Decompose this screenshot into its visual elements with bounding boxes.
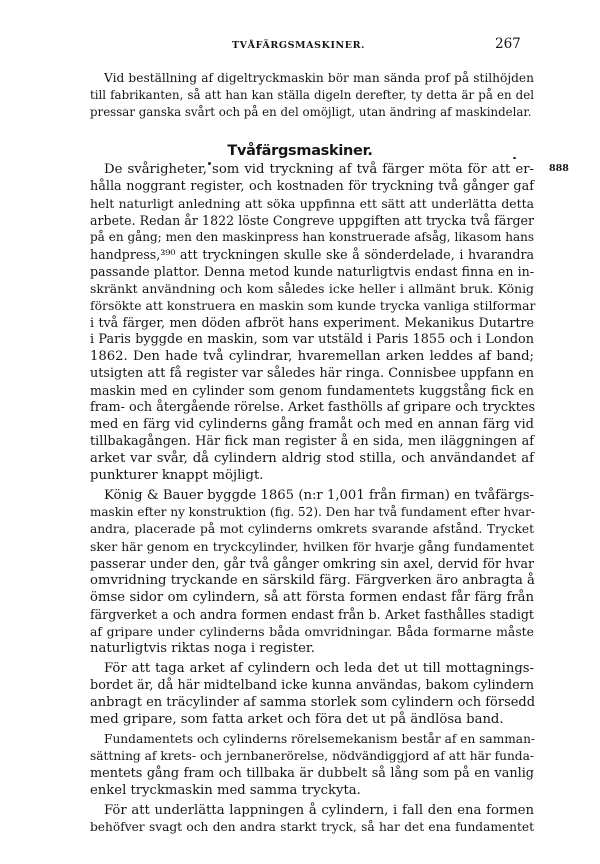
text-line: naturligtvis riktas noga i register. [90, 641, 315, 656]
text-line: passande plattor. Denna metod kunde naturligtvis endast finna en in- [90, 264, 534, 279]
text-line: färgverket a och andra formen endast från b. Arket fasthålles stadigt [90, 607, 534, 622]
text-line: behöfver svagt och den andra starkt tryck, så har det ena fundamentet [90, 820, 534, 834]
text-line: i två färger, men döden afbröt hans experiment. Mekanikus Dutartre [90, 315, 534, 330]
text-line: enkel tryckmaskin med samma tryckyta. [90, 783, 361, 798]
text-line: sker här genom en tryckcylinder, hvilken för hvarje gång fundamentet [90, 539, 534, 554]
page-number: 267 [495, 36, 521, 52]
text-line: mentets gång fram och tillbaka är dubbelt så lång som på en vanlig [90, 766, 534, 781]
section-heading: Tvåfärgsmaskiner. [227, 143, 373, 159]
text-line: sättning af krets- och jernbanerörelse, nödvändiggjord af att här funda- [90, 749, 534, 763]
text-line: pressar ganska svårt och på en del omöjligt, utan ändring af maskindelar. [90, 105, 532, 119]
text-line: i Paris byggde en maskin, som var utstäld i Paris 1855 och i London [90, 332, 534, 347]
text-line: punkturer knappt möjligt. [90, 468, 264, 483]
text-line: passerar under den, går två gånger omkring sin axel, dervid för hvar [90, 556, 534, 571]
text-line: arbete. Redan år 1822 löste Congreve uppgiften att trycka två färger [90, 213, 534, 228]
text-line: skränkt användning och kom således icke heller i allmänt bruk. König [90, 281, 534, 296]
print-speck [513, 157, 516, 159]
text-line: på en gång; men den maskinpress han konstruerade afsåg, likasom hans [90, 230, 534, 244]
text-line: maskin med en cylinder som genom fundamentets kuggstång fick en [90, 383, 534, 398]
text-line: försökte att konstruera en maskin som kunde trycka vanliga stilformar [90, 298, 536, 313]
text-line: fram- och återgående rörelse. Arket fasthölls af gripare och trycktes [90, 400, 536, 415]
text-line: arket var svår, då cylindern aldrig stod stilla, och användandet af [90, 451, 534, 466]
text-line: af gripare under cylinderns båda omvridningar. Båda formarne måste [90, 624, 534, 639]
text-line: omvridning tryckande en särskild färg. Färgverken äro anbragta å [90, 573, 535, 588]
text-line: Vid beställning af digeltryckmaskin bör man sända prof på stilhöjden [104, 71, 534, 85]
text-line: helt naturligt anledning att söka uppfinna ett sätt att underlätta detta [90, 196, 534, 211]
text-line: König & Bauer byggde 1865 (n:r 1,001 från firman) en tvåfärgs- [104, 488, 534, 503]
text-line: tillbakagången. Här fick man register å en sida, men iläggningen af [90, 434, 534, 449]
text-line: med gripare, som fatta arket och föra det ut på ändlösa band. [90, 712, 504, 727]
text-line: De svårigheter, som vid tryckning af två färger möta för att er- [104, 162, 534, 177]
text-line: andra, placerade på mot cylinderns omkrets svarande afstånd. Trycket [90, 522, 534, 536]
running-title: TVÅFÄRGSMASKINER. [232, 40, 366, 51]
margin-number: 888 [549, 163, 569, 174]
text-line: hålla noggrant register, och kostnaden för tryckning två gånger gaf [90, 179, 534, 194]
text-line: utsigten att få register var således här ringa. Connisbee uppfann en [90, 366, 534, 381]
text-line: För att underlätta lappningen å cylindern, i fall den ena formen [104, 803, 534, 818]
text-line: anbragt en träcylinder af samma storlek som cylindern och försedd [90, 695, 536, 710]
text-line: Fundamentets och cylinderns rörelsemekanism består af en samman- [104, 732, 536, 746]
text-line: För att taga arket af cylindern och leda det ut till mottagnings- [104, 661, 534, 676]
text-line: ömse sidor om cylindern, så att första formen endast får färg från [90, 590, 534, 605]
text-line: bordet är, då här midtelband icke kunna användas, bakom cylindern [90, 678, 534, 693]
text-line: till fabrikanten, så att han kan ställa digeln derefter, ty detta är på en del [90, 88, 534, 102]
text-line: handpress,³⁹⁰ att tryckningen skulle ske å sönderdelade, i hvarandra [90, 247, 534, 262]
text-line: 1862. Den hade två cylindrar, hvaremellan arken leddes af band; [90, 349, 534, 364]
text-line: med en färg vid cylinderns gång framåt och med en annan färg vid [90, 417, 534, 432]
text-line: maskin efter ny konstruktion (fig. 52). Den har två fundament efter hvar- [90, 505, 535, 519]
